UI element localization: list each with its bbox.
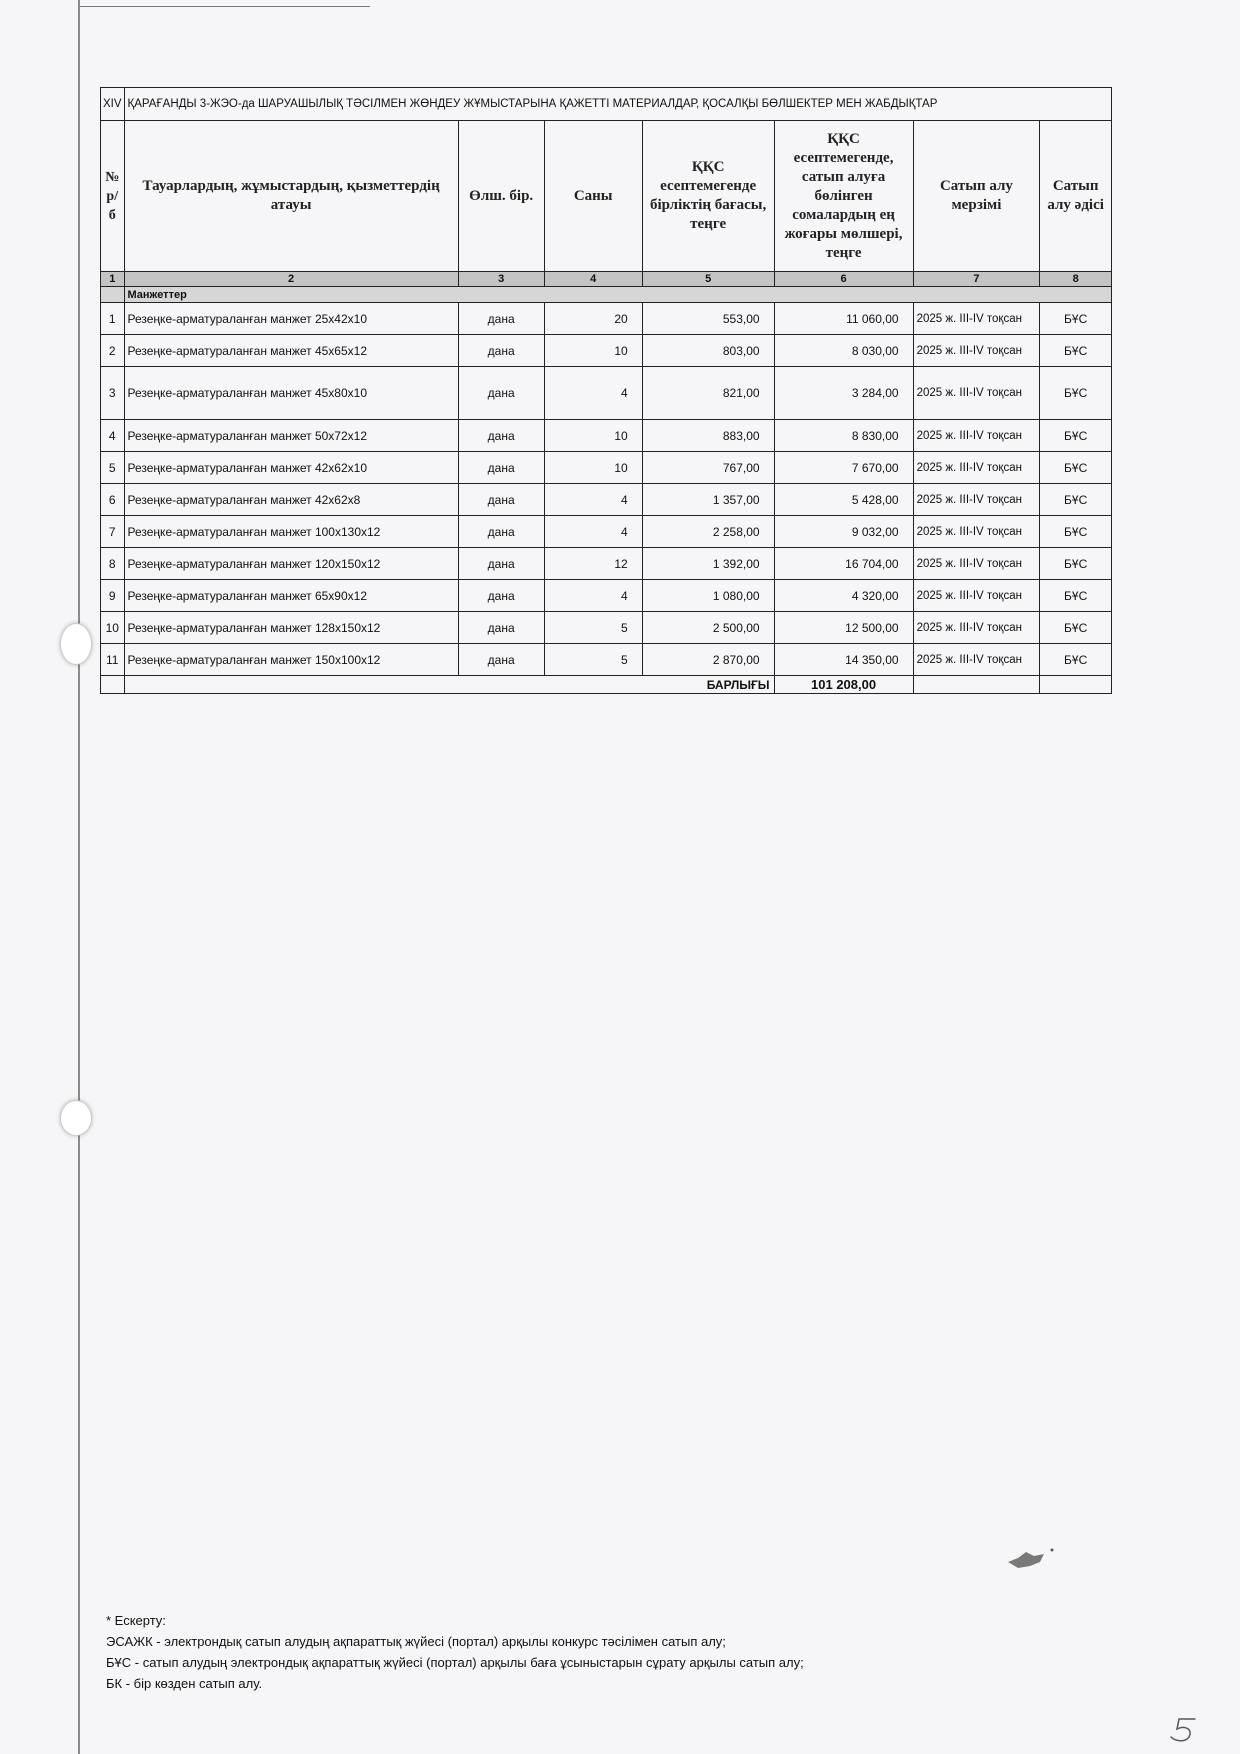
cell-qty: 10 bbox=[544, 452, 642, 484]
cell-price: 821,00 bbox=[642, 367, 774, 420]
cell-qty: 5 bbox=[544, 612, 642, 644]
cell-price: 1 392,00 bbox=[642, 548, 774, 580]
cell-name: Резеңке-арматураланған манжет 45х80х10 bbox=[124, 367, 458, 420]
cell-price: 2 258,00 bbox=[642, 516, 774, 548]
cell-num: 11 bbox=[101, 644, 125, 676]
cell-unit: дана bbox=[458, 516, 544, 548]
procurement-table bbox=[100, 87, 1112, 694]
table-row bbox=[101, 516, 1112, 548]
section-code: XIV bbox=[101, 88, 125, 121]
section-row bbox=[101, 88, 1112, 121]
ink-smudge bbox=[1000, 1540, 1060, 1580]
header-unit: Өлш. бір. bbox=[458, 121, 544, 272]
cell-total: 9 032,00 bbox=[774, 516, 913, 548]
cell-num: 9 bbox=[101, 580, 125, 612]
cell-name: Резеңке-арматураланған манжет 120х150х12 bbox=[124, 548, 458, 580]
header-qty: Саны bbox=[544, 121, 642, 272]
cell-num: 8 bbox=[101, 548, 125, 580]
section-title: ҚАРАҒАНДЫ 3-ЖЭО-да ШАРУАШЫЛЫҚ ТӘСІЛМЕН ЖӨНДЕУ ЖҰМЫСТАРЫНА ҚАЖЕТТІ МАТЕРИАЛДАР, ҚОСАЛҚЫ БӨЛШЕКТЕР МЕН ЖАБДЫҚТАР bbox=[124, 88, 1112, 121]
cell-name: Резеңке-арматураланған манжет 42х62х10 bbox=[124, 452, 458, 484]
cell-num: 7 bbox=[101, 516, 125, 548]
cell-method: БҰС bbox=[1040, 452, 1112, 484]
cell-unit: дана bbox=[458, 644, 544, 676]
cell-qty: 12 bbox=[544, 548, 642, 580]
table-row bbox=[101, 580, 1112, 612]
cell-total: 4 320,00 bbox=[774, 580, 913, 612]
punch-hole bbox=[60, 623, 92, 665]
cell-total: 16 704,00 bbox=[774, 548, 913, 580]
header-period: Сатып алу мерзімі bbox=[913, 121, 1040, 272]
cell-total: 8 030,00 bbox=[774, 335, 913, 367]
table-row bbox=[101, 335, 1112, 367]
cell-method: БҰС bbox=[1040, 335, 1112, 367]
empty-cell bbox=[913, 676, 1040, 694]
cell-unit: дана bbox=[458, 484, 544, 516]
cell-name: Резеңке-арматураланған манжет 25х42х10 bbox=[124, 303, 458, 335]
table-row bbox=[101, 484, 1112, 516]
cell-num: 6 bbox=[101, 484, 125, 516]
column-number: 5 bbox=[642, 272, 774, 287]
cell-name: Резеңке-арматураланған манжет 100х130х12 bbox=[124, 516, 458, 548]
column-number: 3 bbox=[458, 272, 544, 287]
table-row bbox=[101, 548, 1112, 580]
cell-qty: 10 bbox=[544, 335, 642, 367]
footnote-line: БҰС - сатып алудың электрондық ақпараттық жүйесі (портал) арқылы баға ұсыныстарын сұрату арқылы сатып алу; bbox=[106, 1655, 804, 1670]
cell-method: БҰС bbox=[1040, 580, 1112, 612]
cell-total: 11 060,00 bbox=[774, 303, 913, 335]
cell-name: Резеңке-арматураланған манжет 42х62х8 bbox=[124, 484, 458, 516]
cell-unit: дана bbox=[458, 612, 544, 644]
column-number: 6 bbox=[774, 272, 913, 287]
cell-num: 5 bbox=[101, 452, 125, 484]
group-row bbox=[101, 287, 1112, 303]
cell-qty: 10 bbox=[544, 420, 642, 452]
footnote-title: * Ескерту: bbox=[106, 1613, 166, 1628]
total-value: 101 208,00 bbox=[774, 676, 913, 694]
cell-method: БҰС bbox=[1040, 644, 1112, 676]
header-row bbox=[101, 121, 1112, 272]
cell-total: 8 830,00 bbox=[774, 420, 913, 452]
empty-cell bbox=[1040, 676, 1112, 694]
cell-unit: дана bbox=[458, 580, 544, 612]
cell-qty: 5 bbox=[544, 644, 642, 676]
cell-num: 10 bbox=[101, 612, 125, 644]
page-edge-line bbox=[78, 0, 80, 1754]
table-row bbox=[101, 420, 1112, 452]
total-row bbox=[101, 676, 1112, 694]
group-label: Манжеттер bbox=[124, 287, 1112, 303]
total-label: БАРЛЫҒЫ bbox=[124, 676, 774, 694]
header-name: Тауарлардың, жұмыстардың, қызметтердің атауы bbox=[124, 121, 458, 272]
cell-method: БҰС bbox=[1040, 516, 1112, 548]
cell-period: 2025 ж. III-IV тоқсан bbox=[913, 580, 1040, 612]
header-price: ҚҚС есептемегенде бірліктің бағасы, теңге bbox=[642, 121, 774, 272]
cell-price: 2 500,00 bbox=[642, 612, 774, 644]
cell-price: 553,00 bbox=[642, 303, 774, 335]
cell-name: Резеңке-арматураланған манжет 128х150х12 bbox=[124, 612, 458, 644]
cell-num: 3 bbox=[101, 367, 125, 420]
cell-total: 5 428,00 bbox=[774, 484, 913, 516]
cell-total: 12 500,00 bbox=[774, 612, 913, 644]
cell-period: 2025 ж. III-IV тоқсан bbox=[913, 644, 1040, 676]
cell-price: 767,00 bbox=[642, 452, 774, 484]
cell-total: 3 284,00 bbox=[774, 367, 913, 420]
column-number: 8 bbox=[1040, 272, 1112, 287]
cell-method: БҰС bbox=[1040, 484, 1112, 516]
column-number: 1 bbox=[101, 272, 125, 287]
cell-unit: дана bbox=[458, 303, 544, 335]
cell-name: Резеңке-арматураланған манжет 65х90х12 bbox=[124, 580, 458, 612]
group-blank-cell bbox=[101, 287, 125, 303]
cell-price: 2 870,00 bbox=[642, 644, 774, 676]
cell-period: 2025 ж. III-IV тоқсан bbox=[913, 452, 1040, 484]
cell-method: БҰС bbox=[1040, 303, 1112, 335]
cell-price: 1 357,00 bbox=[642, 484, 774, 516]
punch-hole bbox=[60, 1100, 92, 1136]
cell-period: 2025 ж. III-IV тоқсан bbox=[913, 548, 1040, 580]
cell-unit: дана bbox=[458, 452, 544, 484]
cell-period: 2025 ж. III-IV тоқсан bbox=[913, 612, 1040, 644]
cell-period: 2025 ж. III-IV тоқсан bbox=[913, 367, 1040, 420]
cell-name: Резеңке-арматураланған манжет 150х100х12 bbox=[124, 644, 458, 676]
header-num: № р/б bbox=[101, 121, 125, 272]
cell-name: Резеңке-арматураланған манжет 45х65х12 bbox=[124, 335, 458, 367]
column-number: 4 bbox=[544, 272, 642, 287]
cell-method: БҰС bbox=[1040, 420, 1112, 452]
cell-qty: 4 bbox=[544, 367, 642, 420]
footnotes bbox=[106, 1610, 804, 1694]
table-row bbox=[101, 303, 1112, 335]
cell-period: 2025 ж. III-IV тоқсан bbox=[913, 484, 1040, 516]
table-row bbox=[101, 452, 1112, 484]
header-method: Сатып алу әдісі bbox=[1040, 121, 1112, 272]
cell-period: 2025 ж. III-IV тоқсан bbox=[913, 303, 1040, 335]
cell-total: 14 350,00 bbox=[774, 644, 913, 676]
cell-num: 1 bbox=[101, 303, 125, 335]
cell-method: БҰС bbox=[1040, 367, 1112, 420]
table-row bbox=[101, 644, 1112, 676]
cell-method: БҰС bbox=[1040, 612, 1112, 644]
handwritten-page-number bbox=[1165, 1715, 1205, 1745]
header-total: ҚҚС есептемегенде, сатып алуға бөлінген сомалардың ең жоғары мөлшері, теңге bbox=[774, 121, 913, 272]
cell-price: 1 080,00 bbox=[642, 580, 774, 612]
cell-period: 2025 ж. III-IV тоқсан bbox=[913, 516, 1040, 548]
cell-price: 883,00 bbox=[642, 420, 774, 452]
column-number: 7 bbox=[913, 272, 1040, 287]
table-row bbox=[101, 612, 1112, 644]
cell-unit: дана bbox=[458, 367, 544, 420]
cell-unit: дана bbox=[458, 420, 544, 452]
cell-method: БҰС bbox=[1040, 548, 1112, 580]
empty-cell bbox=[101, 676, 125, 694]
cell-qty: 4 bbox=[544, 580, 642, 612]
cell-name: Резеңке-арматураланған манжет 50х72х12 bbox=[124, 420, 458, 452]
footnote-line: ЭСАЖК - электрондық сатып алудың ақпараттық жүйесі (портал) арқылы конкурс тәсілімен сатып алу; bbox=[106, 1634, 726, 1649]
cell-unit: дана bbox=[458, 335, 544, 367]
cell-num: 4 bbox=[101, 420, 125, 452]
cell-qty: 20 bbox=[544, 303, 642, 335]
cell-period: 2025 ж. III-IV тоқсан bbox=[913, 420, 1040, 452]
table-row bbox=[101, 367, 1112, 420]
column-number: 2 bbox=[124, 272, 458, 287]
page-top-line bbox=[80, 6, 370, 7]
cell-price: 803,00 bbox=[642, 335, 774, 367]
cell-total: 7 670,00 bbox=[774, 452, 913, 484]
column-number-row bbox=[101, 272, 1112, 287]
cell-num: 2 bbox=[101, 335, 125, 367]
cell-qty: 4 bbox=[544, 484, 642, 516]
cell-period: 2025 ж. III-IV тоқсан bbox=[913, 335, 1040, 367]
cell-unit: дана bbox=[458, 548, 544, 580]
footnote-line: БК - бір көзден сатып алу. bbox=[106, 1676, 263, 1691]
cell-qty: 4 bbox=[544, 516, 642, 548]
